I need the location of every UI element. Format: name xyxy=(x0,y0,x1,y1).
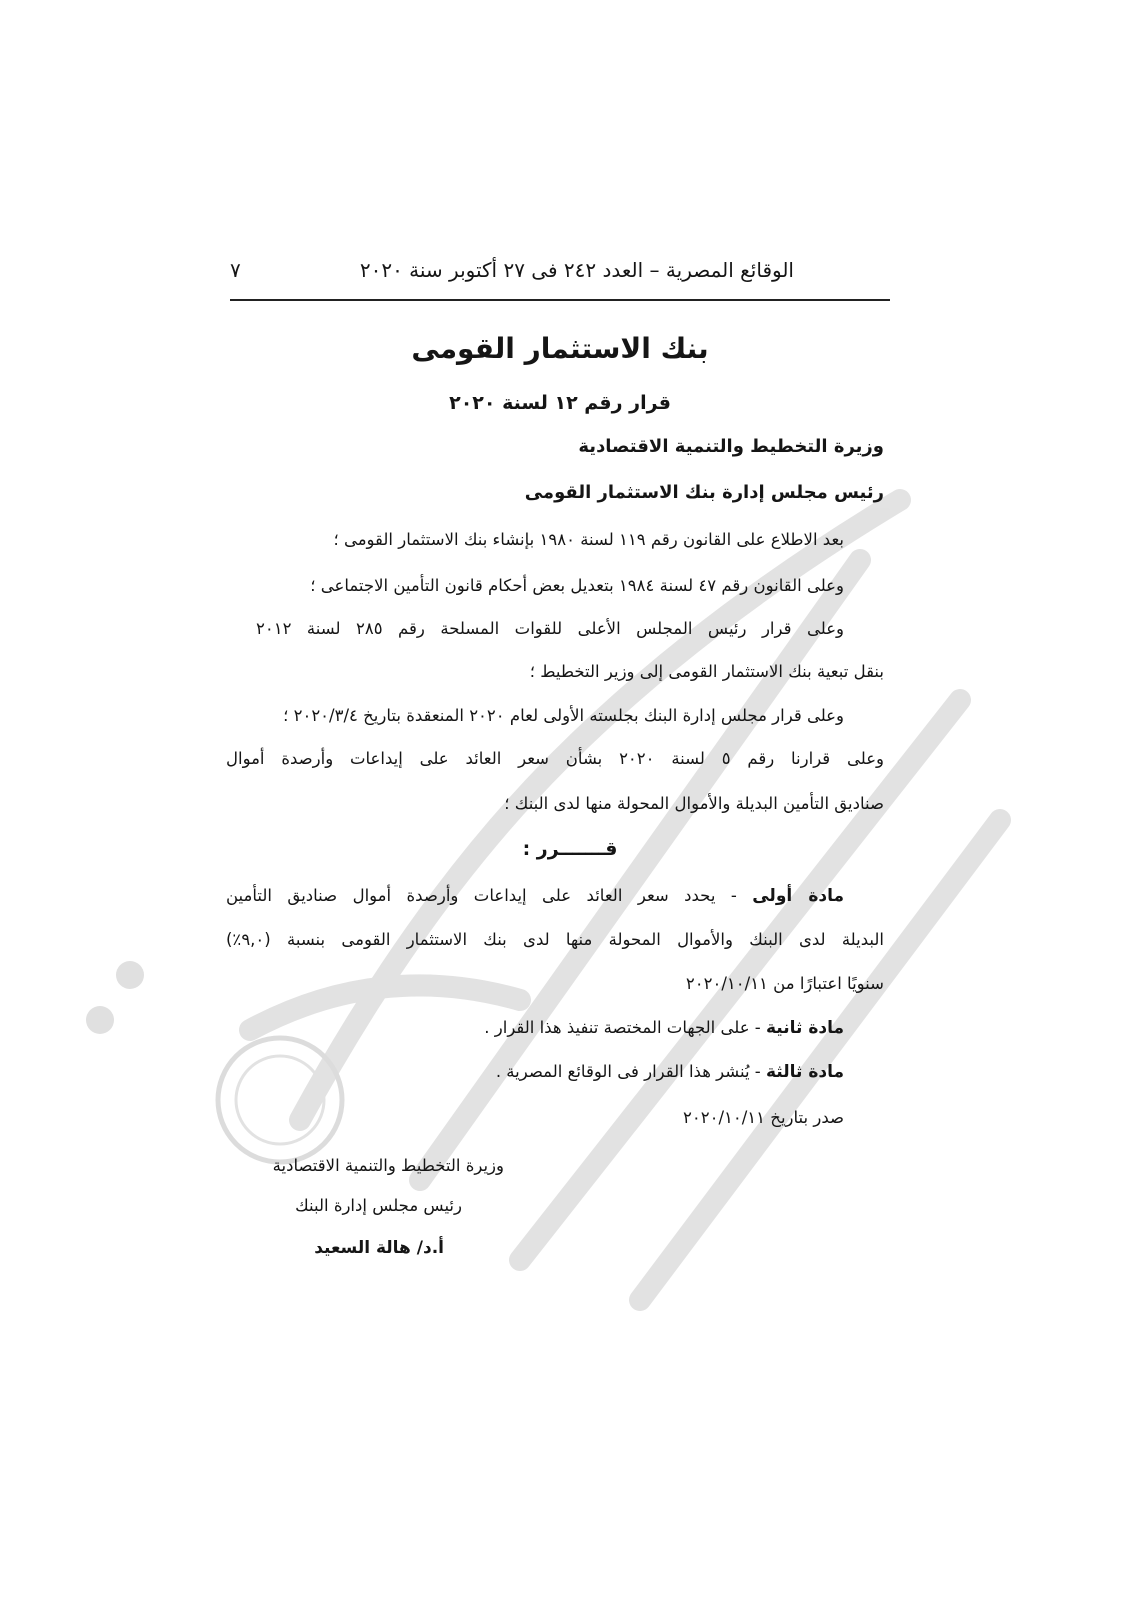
header-divider xyxy=(230,299,890,301)
signature-role-chair: رئيس مجلس إدارة البنك xyxy=(295,1196,462,1215)
decision-number: قرار رقم ١٢ لسنة ٢٠٢٠ xyxy=(449,392,671,414)
page-header xyxy=(230,258,882,292)
article-first-line: سنويًا اعتبارًا من ٢٠٢٠/١٠/١١ xyxy=(685,974,884,993)
article-first-label: مادة أولى xyxy=(752,886,844,906)
signature-name: أ.د/ هالة السعيد xyxy=(314,1238,444,1258)
article-first-line: البديلة لدى البنك والأموال المحولة منها لدى بنك الاستثمار القومى بنسبة (٩,٠٪) xyxy=(226,930,884,949)
preamble-line: وعلى القانون رقم ٤٧ لسنة ١٩٨٤ بتعديل بعض أحكام قانون التأمين الاجتماعى ؛ xyxy=(310,576,844,595)
page-number: ٧ xyxy=(230,258,241,282)
preamble-line: صناديق التأمين البديلة والأموال المحولة منها لدى البنك ؛ xyxy=(504,794,884,813)
preamble-line: وعلى قرار مجلس إدارة البنك بجلسته الأولى لعام ٢٠٢٠ المنعقدة بتاريخ ٢٠٢٠/٣/٤ ؛ xyxy=(283,706,844,725)
preamble-line: بنقل تبعية بنك الاستثمار القومى إلى وزير التخطيط ؛ xyxy=(529,662,884,681)
bank-title: بنك الاستثمار القومى xyxy=(411,332,709,365)
gazette-header-title: الوقائع المصرية – العدد ٢٤٢ فى ٢٧ أكتوبر سنة ٢٠٢٠ xyxy=(359,258,794,282)
article-second xyxy=(484,1016,844,1040)
article-second-label: مادة ثانية xyxy=(766,1018,844,1038)
issue-date: صدر بتاريخ ٢٠٢٠/١٠/١١ xyxy=(683,1108,844,1127)
article-second-text: - على الجهات المختصة تنفيذ هذا القرار . xyxy=(484,1018,761,1037)
article-third-label: مادة ثالثة xyxy=(766,1062,844,1082)
article-first-text: - يحدد سعر العائد على إيداعات وأرصدة أموال صناديق التأمين xyxy=(226,886,737,905)
article-third xyxy=(496,1060,844,1084)
article-first xyxy=(226,884,844,908)
ministry-line: وزيرة التخطيط والتنمية الاقتصادية xyxy=(578,436,884,457)
article-third-text: - يُنشر هذا القرار فى الوقائع المصرية . xyxy=(495,1062,761,1081)
signature-role-minister: وزيرة التخطيط والتنمية الاقتصادية xyxy=(272,1156,504,1175)
preamble-line: وعلى قرارنا رقم ٥ لسنة ٢٠٢٠ بشأن سعر العائد على إيداعات وأرصدة أموال xyxy=(226,749,885,768)
preamble-line: وعلى قرار رئيس المجلس الأعلى للقوات المسلحة رقم ٢٨٥ لسنة ٢٠١٢ xyxy=(256,619,845,638)
decided-heading: قـــــــرر : xyxy=(522,838,618,860)
preamble-line: بعد الاطلاع على القانون رقم ١١٩ لسنة ١٩٨٠ بإنشاء بنك الاستثمار القومى ؛ xyxy=(333,530,844,549)
chair-line: رئيس مجلس إدارة بنك الاستثمار القومى xyxy=(524,482,884,503)
